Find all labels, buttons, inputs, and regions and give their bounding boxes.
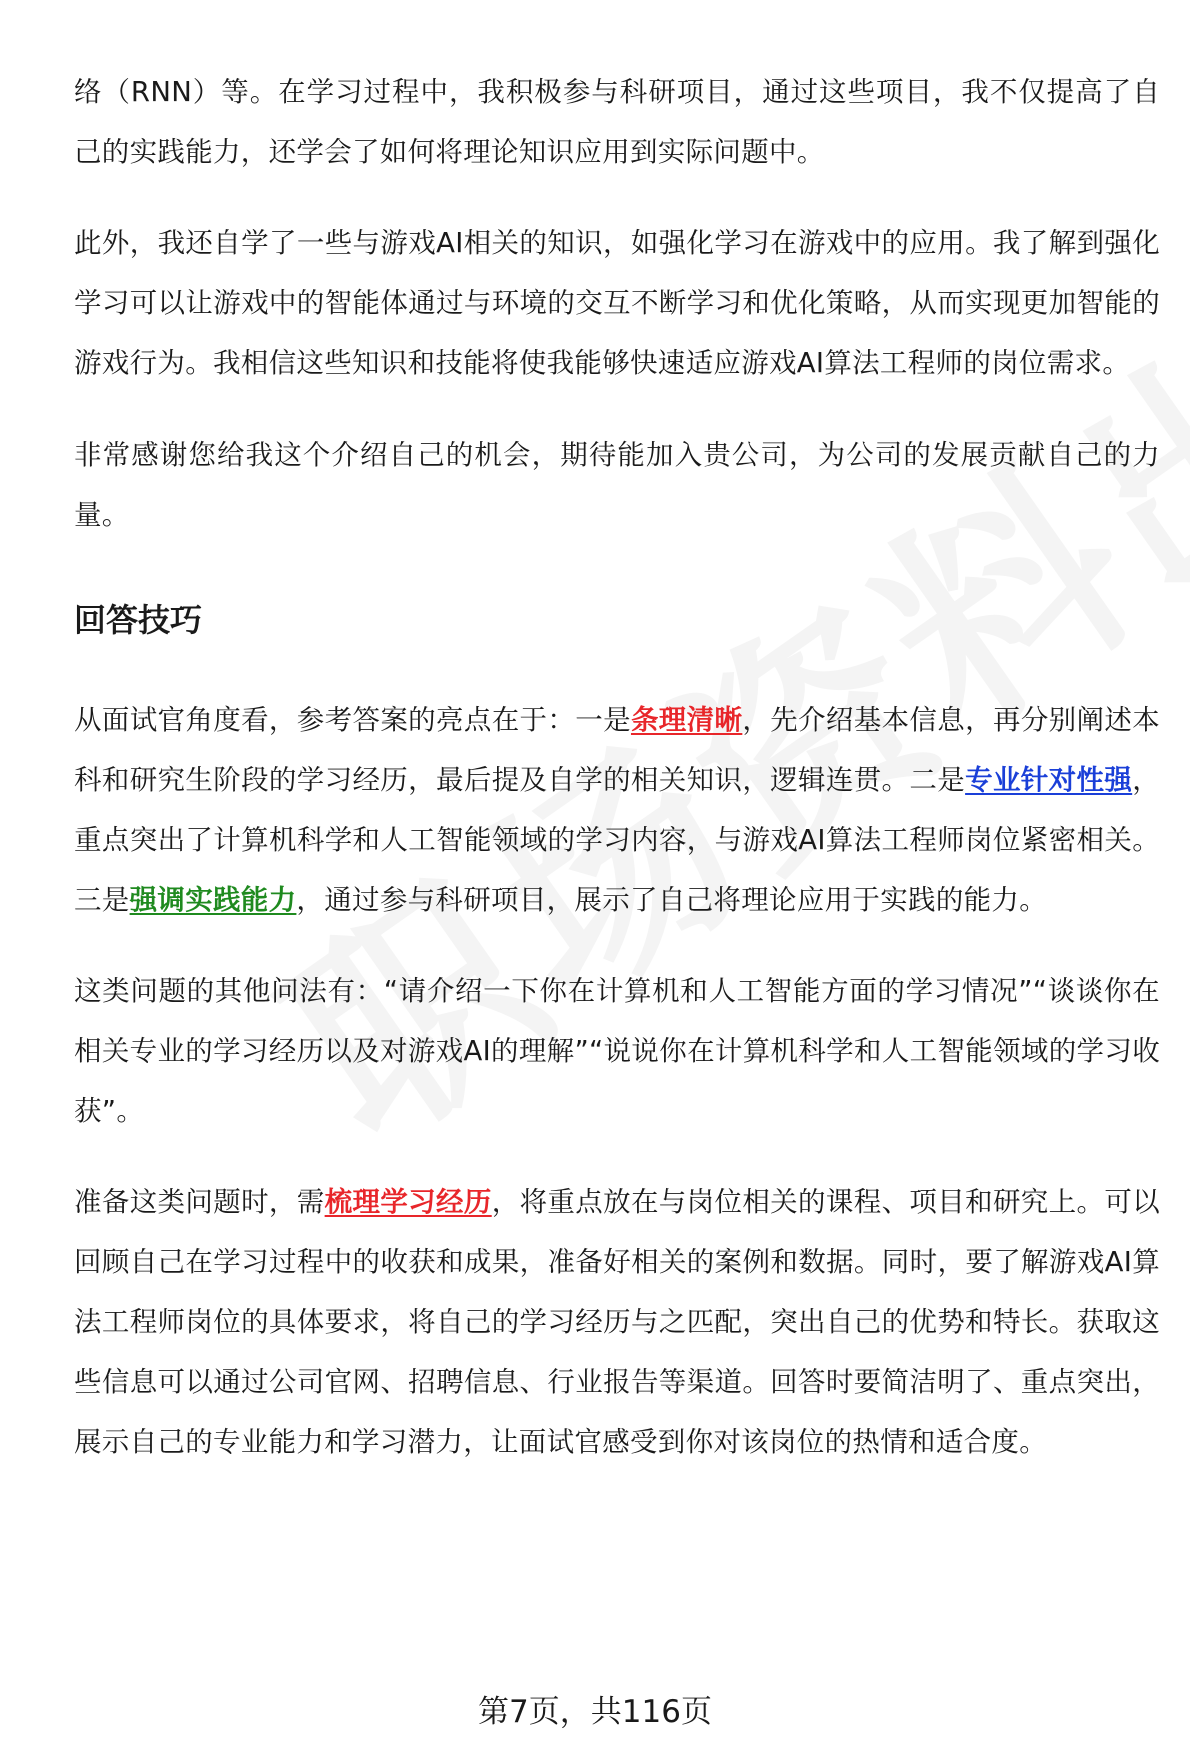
page-content <box>74 62 1160 1472</box>
highlight-practical-ability: 强调实践能力 <box>129 884 297 916</box>
text-segment: 从面试官角度看，参考答案的亮点在于：一是 <box>74 704 631 736</box>
text-segment: ，将重点放在与岗位相关的课程、项目和研究上。可以回顾自己在学习过程中的收获和成果，准备好相关的案例和数据。同时，要了解游戏AI算法工程师岗位的具体要求，将自己的学习经历与之匹配，突出自己的优势和特长。获取这些信息可以通过公司官网、招聘信息、行业报告等渠道。回答时要简洁明了、重点突出，展示自己的专业能力和学习潜力，让面试官感受到你对该岗位的热情和适合度。 <box>74 1186 1160 1458</box>
section-heading: 回答技巧 <box>74 601 203 639</box>
highlight-professional-relevance: 专业针对性强 <box>965 764 1133 796</box>
paragraph-alternative-questions: 这类问题的其他问法有：“请介绍一下你在计算机和人工智能方面的学习情况”“谈谈你在相关专业的学习经历以及对游戏AI的理解”“说说你在计算机科学和人工智能领域的学习收获”。 <box>74 975 1160 1127</box>
text-segment: ，先介绍基本信息，再分别阐述本科和研究生阶段的学习经历，最后提及自学的相关知识，逻辑连贯。二是 <box>74 704 1161 796</box>
paragraph-highlights <box>74 690 1160 930</box>
highlight-sort-experience: 梳理学习经历 <box>324 1186 492 1218</box>
paragraph-preparation <box>74 1172 1160 1472</box>
text-segment: ，重点突出了计算机科学和人工智能领域的学习内容，与游戏AI算法工程师岗位紧密相关。三是 <box>74 764 1160 916</box>
paragraph-closing: 非常感谢您给我这个介绍自己的机会，期待能加入贵公司，为公司的发展贡献自己的力量。 <box>74 439 1160 531</box>
text-segment: 准备这类问题时，需 <box>74 1186 325 1218</box>
paragraph-intro-continued: 络（RNN）等。在学习过程中，我积极参与科研项目，通过这些项目，我不仅提高了自己的实践能力，还学会了如何将理论知识应用到实际问题中。 <box>74 76 1160 168</box>
highlight-clear-structure: 条理清晰 <box>630 704 743 736</box>
page-number-footer: 第7页，共116页 <box>478 1694 712 1730</box>
text-segment: ，通过参与科研项目，展示了自己将理论应用于实践的能力。 <box>296 884 1048 916</box>
paragraph-self-study: 此外，我还自学了一些与游戏AI相关的知识，如强化学习在游戏中的应用。我了解到强化学习可以让游戏中的智能体通过与环境的交互不断学习和优化策略，从而实现更加智能的游戏行为。我相信这些知识和技能将使我能够快速适应游戏AI算法工程师的岗位需求。 <box>74 227 1160 379</box>
